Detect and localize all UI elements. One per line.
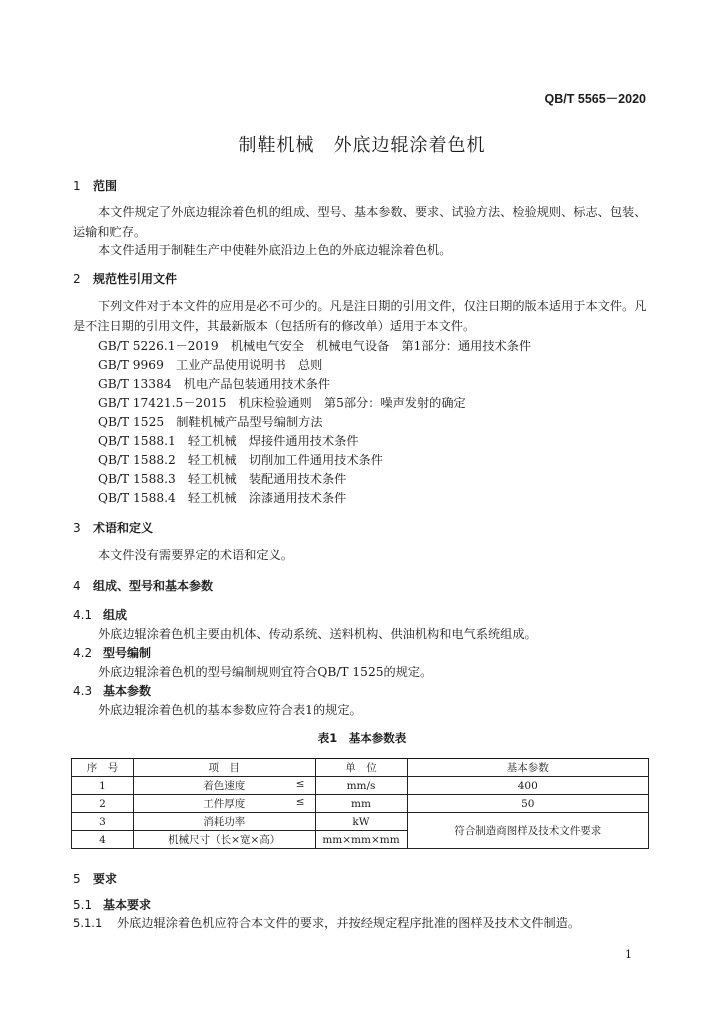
reference-item: GB/T 17421.5－2015 机床检验通则 第5部分：噪声发射的确定 [98, 396, 466, 410]
section-number: 4 [73, 579, 81, 593]
section-title: 术语和定义 [93, 521, 154, 535]
section-number: 5 [73, 872, 81, 886]
page-number: 1 [625, 948, 632, 961]
subsection-title: 组成 [103, 608, 128, 622]
section-number: 2 [73, 272, 81, 286]
parameters-paragraph: 外底边辊涂着色机的基本参数应符合表1的规定。 [98, 703, 362, 717]
section-heading-1 [73, 177, 117, 194]
subsection-heading-4-2 [73, 644, 151, 661]
section-heading-3 [73, 519, 153, 536]
table-row [72, 813, 649, 831]
header-no: 序 号 [72, 759, 134, 777]
reference-item: QB/T 1588.4 轻工机械 涂漆通用技术条件 [98, 491, 347, 505]
reference-item: QB/T 1588.1 轻工机械 焊接件通用技术条件 [98, 434, 359, 448]
item-text: 工件厚度 [203, 798, 246, 810]
subsection-heading-4-1 [73, 606, 127, 623]
cell-no: 1 [72, 777, 134, 795]
section-number: 3 [73, 521, 81, 535]
clause-number: 5.1.1 [73, 916, 103, 930]
subsection-heading-4-3 [73, 682, 151, 699]
reference-item: QB/T 1525 制鞋机械产品型号编制方法 [98, 415, 323, 429]
cell-value: 50 [407, 795, 649, 813]
reference-item: GB/T 13384 机电产品包装通用技术条件 [98, 377, 331, 391]
terms-paragraph: 本文件没有需要界定的术语和定义。 [98, 548, 293, 562]
subsection-number: 4.1 [73, 608, 93, 622]
section-heading-2 [73, 270, 177, 287]
standard-code: QB/T 5565－2020 [544, 92, 646, 106]
subsection-number: 5.1 [73, 898, 93, 912]
header-unit: 单 位 [315, 759, 407, 777]
subsection-title: 基本要求 [103, 898, 152, 912]
header-value: 基本参数 [407, 759, 649, 777]
item-text: 着色速度 [203, 780, 246, 792]
section-number: 1 [73, 179, 81, 193]
clause-text: 外底边辊涂着色机应符合本文件的要求，并按经规定程序批准的图样及技术文件制造。 [117, 916, 581, 930]
section-title: 规范性引用文件 [93, 272, 178, 286]
cell-unit: mm [315, 795, 407, 813]
section-heading-5 [73, 870, 117, 887]
reference-item: QB/T 1588.2 轻工机械 切削加工件通用技术条件 [98, 453, 383, 467]
cell-item [133, 795, 315, 813]
section-title: 范围 [93, 179, 118, 193]
model-paragraph: 外底边辊涂着色机的型号编制规则宜符合QB/T 1525的规定。 [98, 665, 433, 679]
subsection-title: 型号编制 [103, 646, 152, 660]
composition-paragraph: 外底边辊涂着色机主要由机体、传动系统、送料机构、供油机构和电气系统组成。 [98, 627, 537, 641]
clause-5-1-1 [73, 913, 653, 933]
table-header-row [72, 759, 649, 777]
reference-item: GB/T 9969 工业产品使用说明书 总则 [98, 358, 323, 372]
cell-value: 400 [407, 777, 649, 795]
cell-item: 机械尺寸（长×宽×高） [133, 831, 315, 849]
cell-value-merged: 符合制造商图样及技术文件要求 [407, 813, 649, 849]
reference-item: QB/T 1588.3 轻工机械 装配通用技术条件 [98, 472, 347, 486]
cell-no: 2 [72, 795, 134, 813]
cell-unit: kW [315, 813, 407, 831]
subsection-title: 基本参数 [103, 684, 152, 698]
section-heading-4 [73, 577, 213, 594]
cell-no: 3 [72, 813, 134, 831]
table-row [72, 777, 649, 795]
table-caption: 表1 基本参数表 [317, 731, 407, 745]
scope-paragraph-2: 本文件适用于制鞋生产中使鞋外底沿边上色的外底边辊涂着色机。 [98, 243, 452, 257]
scope-paragraph-1: 本文件规定了外底边辊涂着色机的组成、型号、基本参数、要求、试验方法、检验规则、标志、包装、运输和贮存。 [73, 205, 647, 239]
section-title: 要求 [93, 872, 118, 886]
limit-symbol: ≤ [295, 796, 305, 808]
subsection-number: 4.3 [73, 684, 93, 698]
parameters-table [71, 758, 649, 849]
header-item: 项 目 [133, 759, 315, 777]
table-row [72, 795, 649, 813]
subsection-number: 4.2 [73, 646, 93, 660]
section-title: 组成、型号和基本参数 [93, 579, 214, 593]
cell-item: 消耗功率 [133, 813, 315, 831]
document-title: 制鞋机械 外底边辊涂着色机 [238, 135, 486, 156]
references-intro: 下列文件对于本文件的应用是必不可少的。凡是注日期的引用文件，仅注日期的版本适用于本文件。凡是不注日期的引用文件，其最新版本（包括所有的修改单）适用于本文件。 [73, 299, 647, 333]
cell-unit: mm×mm×mm [315, 831, 407, 849]
reference-item: GB/T 5226.1－2019 机械电气安全 机械电气设备 第1部分：通用技术条件 [98, 339, 532, 353]
cell-no: 4 [72, 831, 134, 849]
subsection-heading-5-1 [73, 896, 151, 913]
cell-unit: mm/s [315, 777, 407, 795]
limit-symbol: ≤ [295, 778, 305, 790]
cell-item [133, 777, 315, 795]
